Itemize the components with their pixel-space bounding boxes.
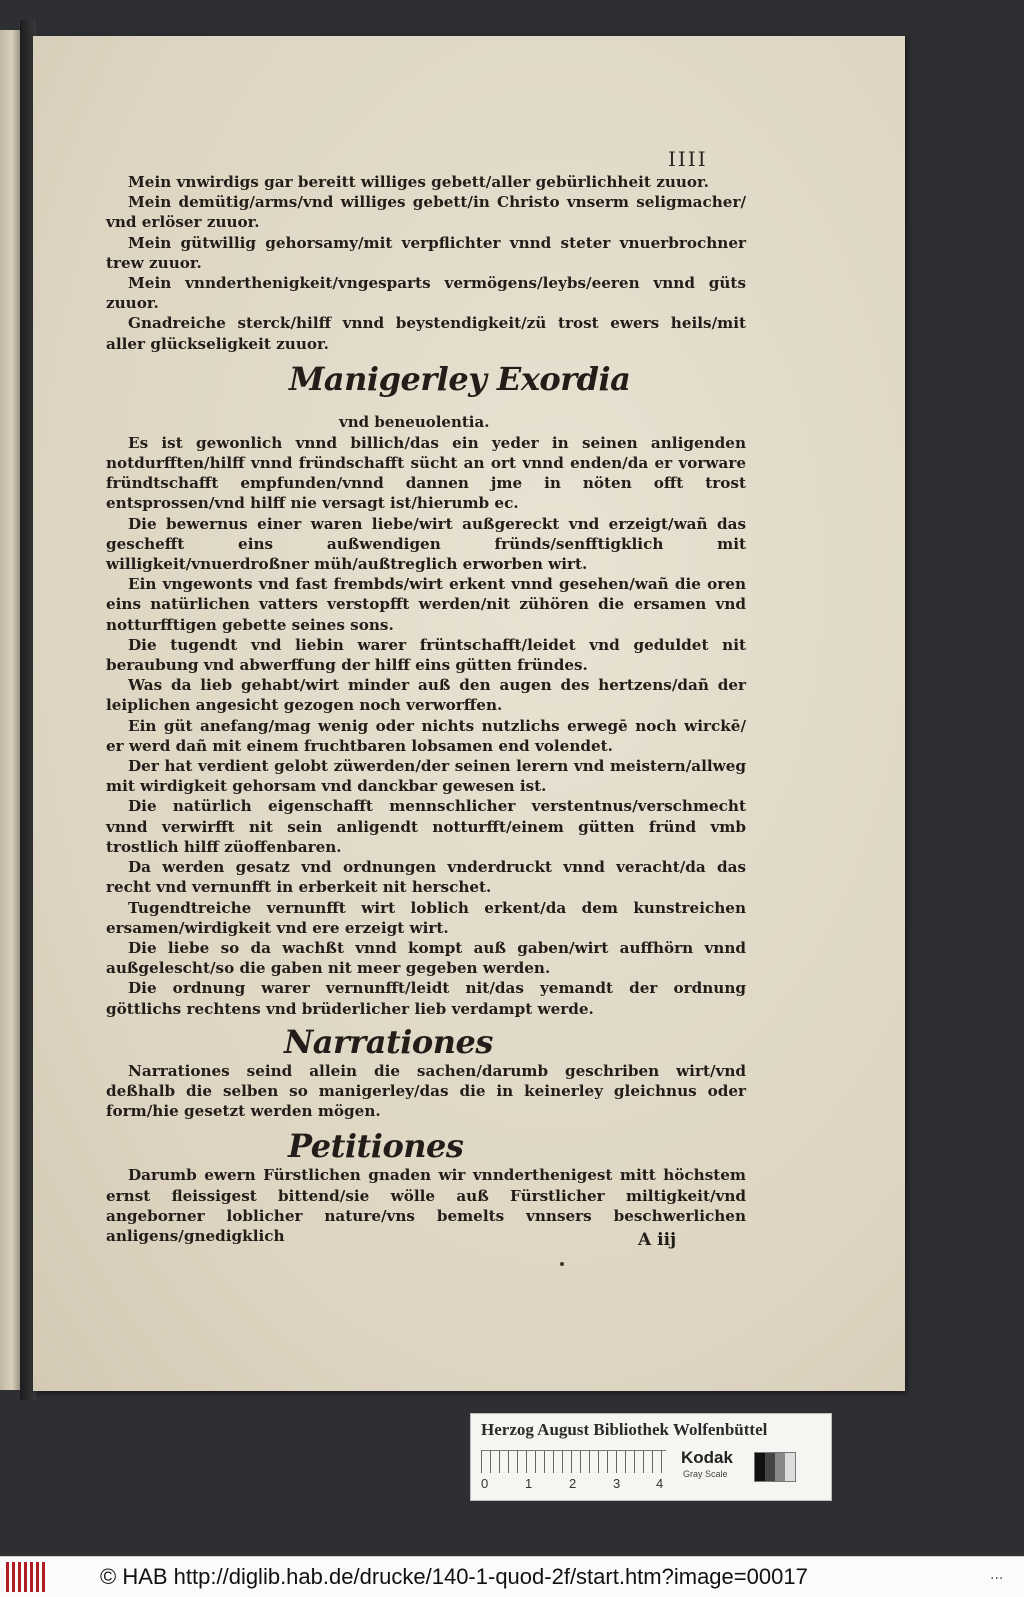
footer-bar — [0, 1556, 1024, 1597]
paragraph: Da werden gesatz vnd ordnungen vnderdruckt vnnd veracht/da das recht vnd vernunfft in erberkeit nit herschet. — [106, 858, 746, 897]
paragraph: Es ist gewonlich vnnd billich/das ein yeder in seinen anligenden notdurfften/hilff vnnd fründschafft sücht an ort vnnd enden/da er vorware fründtschafft empfunden/vnnd dannen jme in nöten offt trost entsprossen/vnd hilff nie versagt ist/hierumb ec. — [106, 433, 746, 513]
ruler-label: 1 — [525, 1476, 533, 1491]
paragraph: Mein demütig/arms/vnd williges gebett/in Christo vnserm seligmacher/ vnd erlöser zuuor. — [106, 193, 746, 232]
section-heading: Narrationes — [284, 1022, 493, 1061]
ruler-label: 4 — [656, 1476, 664, 1491]
paragraph: Darumb ewern Fürstlichen gnaden wir vnnderthenigest mitt höchstem ernst fleissigest bittend/sie wölle auß Fürstlicher miltigkeit/vnd angeborner loblicher nature/vns bemelts vnnsers beschwerlichen anligens/gnedigklich — [106, 1166, 746, 1245]
paragraph: Tugendtreiche vernunfft wirt loblich erkent/da dem kunstreichen ersamen/wirdigkeit vnd ere erzeigt wirt. — [106, 898, 746, 937]
paragraph: Die bewernus einer waren liebe/wirt außgereckt vnd erzeigt/wañ das geschefft eins außwendigen fründs/senfftigklich mit willigkeit/vnuerdroßner müh/außtreglich erworben wirt. — [106, 514, 746, 574]
library-name: Herzog August Bibliothek Wolfenbüttel — [481, 1420, 768, 1439]
paragraph: Gnadreiche sterck/hilff vnnd beystendigkeit/zü trost ewers heils/mit aller glückseligkeit zuuor. — [106, 314, 746, 353]
paragraph: Die tugendt vnd liebin warer früntschafft/leidet vnd geduldet nit beraubung vnd abwerffung der hilff eins gütten fründes. — [106, 635, 746, 675]
footer-copyright-link[interactable]: © HAB http://diglib.hab.de/drucke/140-1-quod-2f/start.htm?image=00017 — [100, 1564, 808, 1589]
paragraph: Die natürlich eigenschafft mennschlicher verstentnus/verschmecht vnnd verwirfft nit sein anligendt notturfft/einem gütten fründ vmb trostlich hilff züoffenbaren. — [106, 797, 746, 856]
paragraph: Mein vnwirdigs gar bereitt williges gebett/aller gebürlichheit zuuor. — [128, 173, 709, 191]
paragraph: Ein vngewonts vnd fast frembds/wirt erkent vnnd gesehen/wañ die oren eins natürlichen vatters verstopfft werden/nit zühören die ersamen vnd notturfftigen gebette seines sons. — [106, 575, 746, 634]
hab-logo-icon — [6, 1562, 48, 1592]
paragraph: Mein gütwillig gehorsamy/mit verpflichter vnnd steter vnuerbrochner trew zuuor. — [106, 233, 746, 272]
page-number: IIII — [668, 147, 708, 171]
kodak-logo: Kodak — [681, 1448, 733, 1467]
paragraph: Der hat verdient gelobt züwerden/der seinen lerern vnd meistern/allweg mit wirdigkeit gehorsam vnd danckbar gewesen ist. — [106, 757, 746, 796]
ruler-label: 3 — [613, 1476, 621, 1491]
facing-page-edge — [0, 30, 20, 1390]
signature-mark: A iij — [638, 1230, 677, 1250]
ruler — [481, 1450, 666, 1473]
gray-swatch — [754, 1452, 796, 1482]
paragraph: Mein vnnderthenigkeit/vngesparts vermögens/leybs/eeren vnnd güts zuuor. — [106, 274, 746, 313]
ruler-label: 0 — [481, 1476, 489, 1491]
section-heading: Manigerley Exordia — [289, 359, 631, 398]
paragraph: Narrationes seind allein die sachen/darumb geschriben wirt/vnd deßhalb die selben so manigerley/das die in keinerley gleichnus oder form/hie gesetzt werden mögen. — [106, 1061, 746, 1121]
page-text — [106, 172, 746, 1246]
gray-scale-label: Gray Scale — [683, 1469, 728, 1479]
color-scale-card — [470, 1413, 832, 1501]
more-menu-icon[interactable]: ... — [990, 1567, 1004, 1583]
ink-speck — [560, 1262, 564, 1266]
section-heading: Petitiones — [288, 1127, 464, 1166]
paragraph: Die ordnung warer vernunfft/leidt nit/das yemandt der ordnung göttlichs rechtens vnd brüderlicher lieb verdampt werde. — [106, 979, 746, 1018]
section-subheading: vnd beneuolentia. — [339, 412, 490, 431]
paragraph: Was da lieb gehabt/wirt minder auß den augen des hertzens/dañ der leiplichen angesicht gezogen noch verworffen. — [106, 676, 746, 715]
ruler-label: 2 — [569, 1476, 577, 1491]
paragraph: Ein güt anefang/mag wenig oder nichts nutzlichs erwegē noch wirckē/ er werd dañ mit einem fruchtbaren lobsamen end volendet. — [106, 716, 746, 755]
paragraph: Die liebe so da wachßt vnnd kompt auß gaben/wirt auffhörn vnnd außgelescht/so die gaben nit meer gegeben werden. — [106, 938, 746, 978]
